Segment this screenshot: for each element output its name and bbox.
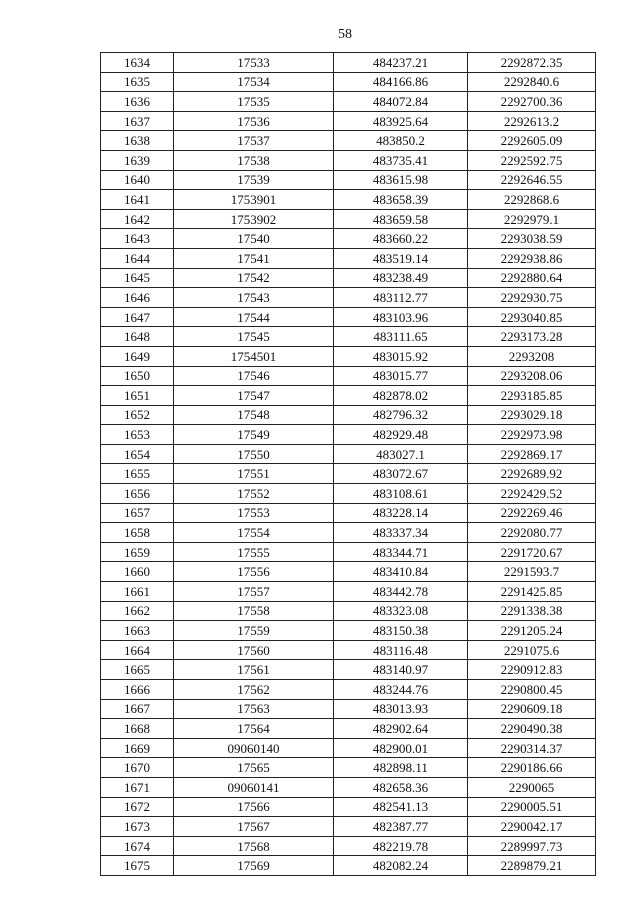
table-row	[101, 640, 596, 660]
row-index-cell: 1643	[101, 229, 174, 249]
point-id-cell: 1753901	[174, 190, 334, 210]
point-id-cell: 17550	[174, 444, 334, 464]
row-index-cell: 1634	[101, 53, 174, 73]
y-coordinate-cell: 2290800.45	[468, 680, 596, 700]
y-coordinate-cell: 2290490.38	[468, 719, 596, 739]
point-id-cell: 17534	[174, 72, 334, 92]
x-coordinate-cell: 483410.84	[334, 562, 468, 582]
table-row	[101, 288, 596, 308]
x-coordinate-cell: 482929.48	[334, 425, 468, 445]
row-index-cell: 1652	[101, 405, 174, 425]
x-coordinate-cell: 483103.96	[334, 307, 468, 327]
table-row	[101, 346, 596, 366]
point-id-cell: 17546	[174, 366, 334, 386]
row-index-cell: 1659	[101, 542, 174, 562]
point-id-cell: 17544	[174, 307, 334, 327]
x-coordinate-cell: 482902.64	[334, 719, 468, 739]
point-id-cell: 17547	[174, 386, 334, 406]
table-row	[101, 111, 596, 131]
table-row	[101, 582, 596, 602]
row-index-cell: 1636	[101, 92, 174, 112]
x-coordinate-cell: 483013.93	[334, 699, 468, 719]
x-coordinate-cell: 483344.71	[334, 542, 468, 562]
row-index-cell: 1671	[101, 777, 174, 797]
point-id-cell: 17533	[174, 53, 334, 73]
y-coordinate-cell: 2290042.17	[468, 817, 596, 837]
x-coordinate-cell: 483615.98	[334, 170, 468, 190]
row-index-cell: 1663	[101, 621, 174, 641]
y-coordinate-cell: 2292605.09	[468, 131, 596, 151]
row-index-cell: 1657	[101, 503, 174, 523]
row-index-cell: 1642	[101, 209, 174, 229]
x-coordinate-cell: 483850.2	[334, 131, 468, 151]
x-coordinate-cell: 483228.14	[334, 503, 468, 523]
x-coordinate-cell: 483238.49	[334, 268, 468, 288]
x-coordinate-cell: 482082.24	[334, 856, 468, 876]
x-coordinate-cell: 482387.77	[334, 817, 468, 837]
point-id-cell: 17556	[174, 562, 334, 582]
y-coordinate-cell: 2292840.6	[468, 72, 596, 92]
y-coordinate-cell: 2293185.85	[468, 386, 596, 406]
y-coordinate-cell: 2289997.73	[468, 836, 596, 856]
point-id-cell: 17543	[174, 288, 334, 308]
table-row	[101, 758, 596, 778]
table-row	[101, 190, 596, 210]
row-index-cell: 1662	[101, 601, 174, 621]
table-body	[101, 53, 596, 876]
table-row	[101, 817, 596, 837]
x-coordinate-cell: 483140.97	[334, 660, 468, 680]
point-id-cell: 17548	[174, 405, 334, 425]
x-coordinate-cell: 483108.61	[334, 484, 468, 504]
row-index-cell: 1654	[101, 444, 174, 464]
row-index-cell: 1637	[101, 111, 174, 131]
table-row	[101, 327, 596, 347]
y-coordinate-cell: 2293029.18	[468, 405, 596, 425]
x-coordinate-cell: 483735.41	[334, 150, 468, 170]
point-id-cell: 17564	[174, 719, 334, 739]
y-coordinate-cell: 2292646.55	[468, 170, 596, 190]
x-coordinate-cell: 483116.48	[334, 640, 468, 660]
y-coordinate-cell: 2291205.24	[468, 621, 596, 641]
table-row	[101, 777, 596, 797]
x-coordinate-cell: 482541.13	[334, 797, 468, 817]
row-index-cell: 1667	[101, 699, 174, 719]
y-coordinate-cell: 2293173.28	[468, 327, 596, 347]
y-coordinate-cell: 2292689.92	[468, 464, 596, 484]
table-row	[101, 72, 596, 92]
x-coordinate-cell: 483442.78	[334, 582, 468, 602]
y-coordinate-cell: 2292869.17	[468, 444, 596, 464]
x-coordinate-cell: 482898.11	[334, 758, 468, 778]
point-id-cell: 17535	[174, 92, 334, 112]
table-row	[101, 856, 596, 876]
y-coordinate-cell: 2292930.75	[468, 288, 596, 308]
table-row	[101, 444, 596, 464]
point-id-cell: 09060140	[174, 738, 334, 758]
x-coordinate-cell: 484237.21	[334, 53, 468, 73]
x-coordinate-cell: 483337.34	[334, 523, 468, 543]
point-id-cell: 17540	[174, 229, 334, 249]
y-coordinate-cell: 2291338.38	[468, 601, 596, 621]
y-coordinate-cell: 2293040.85	[468, 307, 596, 327]
x-coordinate-cell: 483015.92	[334, 346, 468, 366]
point-id-cell: 17537	[174, 131, 334, 151]
x-coordinate-cell: 483925.64	[334, 111, 468, 131]
point-id-cell: 17566	[174, 797, 334, 817]
x-coordinate-cell: 483072.67	[334, 464, 468, 484]
table-row	[101, 523, 596, 543]
y-coordinate-cell: 2292880.64	[468, 268, 596, 288]
table-row	[101, 680, 596, 700]
table-row	[101, 268, 596, 288]
row-index-cell: 1666	[101, 680, 174, 700]
row-index-cell: 1670	[101, 758, 174, 778]
row-index-cell: 1673	[101, 817, 174, 837]
table-row	[101, 92, 596, 112]
y-coordinate-cell: 2290912.83	[468, 660, 596, 680]
point-id-cell: 17569	[174, 856, 334, 876]
y-coordinate-cell: 2291593.7	[468, 562, 596, 582]
y-coordinate-cell: 2291425.85	[468, 582, 596, 602]
x-coordinate-cell: 484072.84	[334, 92, 468, 112]
row-index-cell: 1653	[101, 425, 174, 445]
x-coordinate-cell: 483244.76	[334, 680, 468, 700]
table-row	[101, 150, 596, 170]
y-coordinate-cell: 2291720.67	[468, 542, 596, 562]
point-id-cell: 17559	[174, 621, 334, 641]
y-coordinate-cell: 2291075.6	[468, 640, 596, 660]
y-coordinate-cell: 2290186.66	[468, 758, 596, 778]
x-coordinate-cell: 483112.77	[334, 288, 468, 308]
point-id-cell: 17567	[174, 817, 334, 837]
x-coordinate-cell: 482878.02	[334, 386, 468, 406]
x-coordinate-cell: 483658.39	[334, 190, 468, 210]
row-index-cell: 1635	[101, 72, 174, 92]
row-index-cell: 1665	[101, 660, 174, 680]
row-index-cell: 1640	[101, 170, 174, 190]
table-row	[101, 229, 596, 249]
y-coordinate-cell: 2292872.35	[468, 53, 596, 73]
row-index-cell: 1674	[101, 836, 174, 856]
row-index-cell: 1648	[101, 327, 174, 347]
y-coordinate-cell: 2292592.75	[468, 150, 596, 170]
table-row	[101, 464, 596, 484]
y-coordinate-cell: 2292868.6	[468, 190, 596, 210]
table-row	[101, 562, 596, 582]
table-row	[101, 503, 596, 523]
y-coordinate-cell: 2292080.77	[468, 523, 596, 543]
point-id-cell: 17561	[174, 660, 334, 680]
point-id-cell: 17545	[174, 327, 334, 347]
table-row	[101, 621, 596, 641]
x-coordinate-cell: 483323.08	[334, 601, 468, 621]
row-index-cell: 1644	[101, 248, 174, 268]
y-coordinate-cell: 2292979.1	[468, 209, 596, 229]
point-id-cell: 17565	[174, 758, 334, 778]
point-id-cell: 17542	[174, 268, 334, 288]
row-index-cell: 1658	[101, 523, 174, 543]
table-row	[101, 366, 596, 386]
table-row	[101, 170, 596, 190]
y-coordinate-cell: 2292700.36	[468, 92, 596, 112]
page-number: 58	[338, 27, 352, 42]
row-index-cell: 1664	[101, 640, 174, 660]
point-id-cell: 17557	[174, 582, 334, 602]
y-coordinate-cell: 2289879.21	[468, 856, 596, 876]
point-id-cell: 17552	[174, 484, 334, 504]
table-row	[101, 53, 596, 73]
row-index-cell: 1656	[101, 484, 174, 504]
y-coordinate-cell: 2292973.98	[468, 425, 596, 445]
point-id-cell: 17553	[174, 503, 334, 523]
table-row	[101, 660, 596, 680]
point-id-cell: 17551	[174, 464, 334, 484]
row-index-cell: 1647	[101, 307, 174, 327]
point-id-cell: 17539	[174, 170, 334, 190]
table-row	[101, 425, 596, 445]
table-row	[101, 601, 596, 621]
y-coordinate-cell: 2290314.37	[468, 738, 596, 758]
table-row	[101, 131, 596, 151]
row-index-cell: 1669	[101, 738, 174, 758]
row-index-cell: 1649	[101, 346, 174, 366]
point-id-cell: 17554	[174, 523, 334, 543]
point-id-cell: 17563	[174, 699, 334, 719]
point-id-cell: 17549	[174, 425, 334, 445]
table-row	[101, 542, 596, 562]
x-coordinate-cell: 483150.38	[334, 621, 468, 641]
point-id-cell: 1754501	[174, 346, 334, 366]
row-index-cell: 1660	[101, 562, 174, 582]
row-index-cell: 1638	[101, 131, 174, 151]
point-id-cell: 17536	[174, 111, 334, 131]
table-row	[101, 699, 596, 719]
x-coordinate-cell: 483519.14	[334, 248, 468, 268]
row-index-cell: 1672	[101, 797, 174, 817]
point-id-cell: 17562	[174, 680, 334, 700]
row-index-cell: 1639	[101, 150, 174, 170]
row-index-cell: 1646	[101, 288, 174, 308]
point-id-cell: 09060141	[174, 777, 334, 797]
y-coordinate-cell: 2290065	[468, 777, 596, 797]
x-coordinate-cell: 482900.01	[334, 738, 468, 758]
x-coordinate-cell: 483015.77	[334, 366, 468, 386]
y-coordinate-cell: 2290609.18	[468, 699, 596, 719]
y-coordinate-cell: 2292613.2	[468, 111, 596, 131]
row-index-cell: 1668	[101, 719, 174, 739]
table-row	[101, 248, 596, 268]
table-row	[101, 738, 596, 758]
table-row	[101, 836, 596, 856]
table-row	[101, 386, 596, 406]
point-id-cell: 17555	[174, 542, 334, 562]
y-coordinate-cell: 2292938.86	[468, 248, 596, 268]
table-row	[101, 307, 596, 327]
x-coordinate-cell: 482796.32	[334, 405, 468, 425]
y-coordinate-cell: 2292429.52	[468, 484, 596, 504]
row-index-cell: 1675	[101, 856, 174, 876]
x-coordinate-cell: 483111.65	[334, 327, 468, 347]
row-index-cell: 1651	[101, 386, 174, 406]
point-id-cell: 17568	[174, 836, 334, 856]
y-coordinate-cell: 2293038.59	[468, 229, 596, 249]
point-id-cell: 17541	[174, 248, 334, 268]
row-index-cell: 1661	[101, 582, 174, 602]
point-id-cell: 1753902	[174, 209, 334, 229]
point-id-cell: 17560	[174, 640, 334, 660]
x-coordinate-cell: 483660.22	[334, 229, 468, 249]
table-row	[101, 209, 596, 229]
table-row	[101, 797, 596, 817]
row-index-cell: 1655	[101, 464, 174, 484]
coordinates-table	[100, 52, 596, 876]
x-coordinate-cell: 483027.1	[334, 444, 468, 464]
x-coordinate-cell: 484166.86	[334, 72, 468, 92]
table-row	[101, 405, 596, 425]
row-index-cell: 1650	[101, 366, 174, 386]
row-index-cell: 1645	[101, 268, 174, 288]
x-coordinate-cell: 482658.36	[334, 777, 468, 797]
x-coordinate-cell: 482219.78	[334, 836, 468, 856]
y-coordinate-cell: 2290005.51	[468, 797, 596, 817]
y-coordinate-cell: 2293208.06	[468, 366, 596, 386]
y-coordinate-cell: 2293208	[468, 346, 596, 366]
table-row	[101, 719, 596, 739]
point-id-cell: 17558	[174, 601, 334, 621]
point-id-cell: 17538	[174, 150, 334, 170]
table-row	[101, 484, 596, 504]
x-coordinate-cell: 483659.58	[334, 209, 468, 229]
row-index-cell: 1641	[101, 190, 174, 210]
y-coordinate-cell: 2292269.46	[468, 503, 596, 523]
